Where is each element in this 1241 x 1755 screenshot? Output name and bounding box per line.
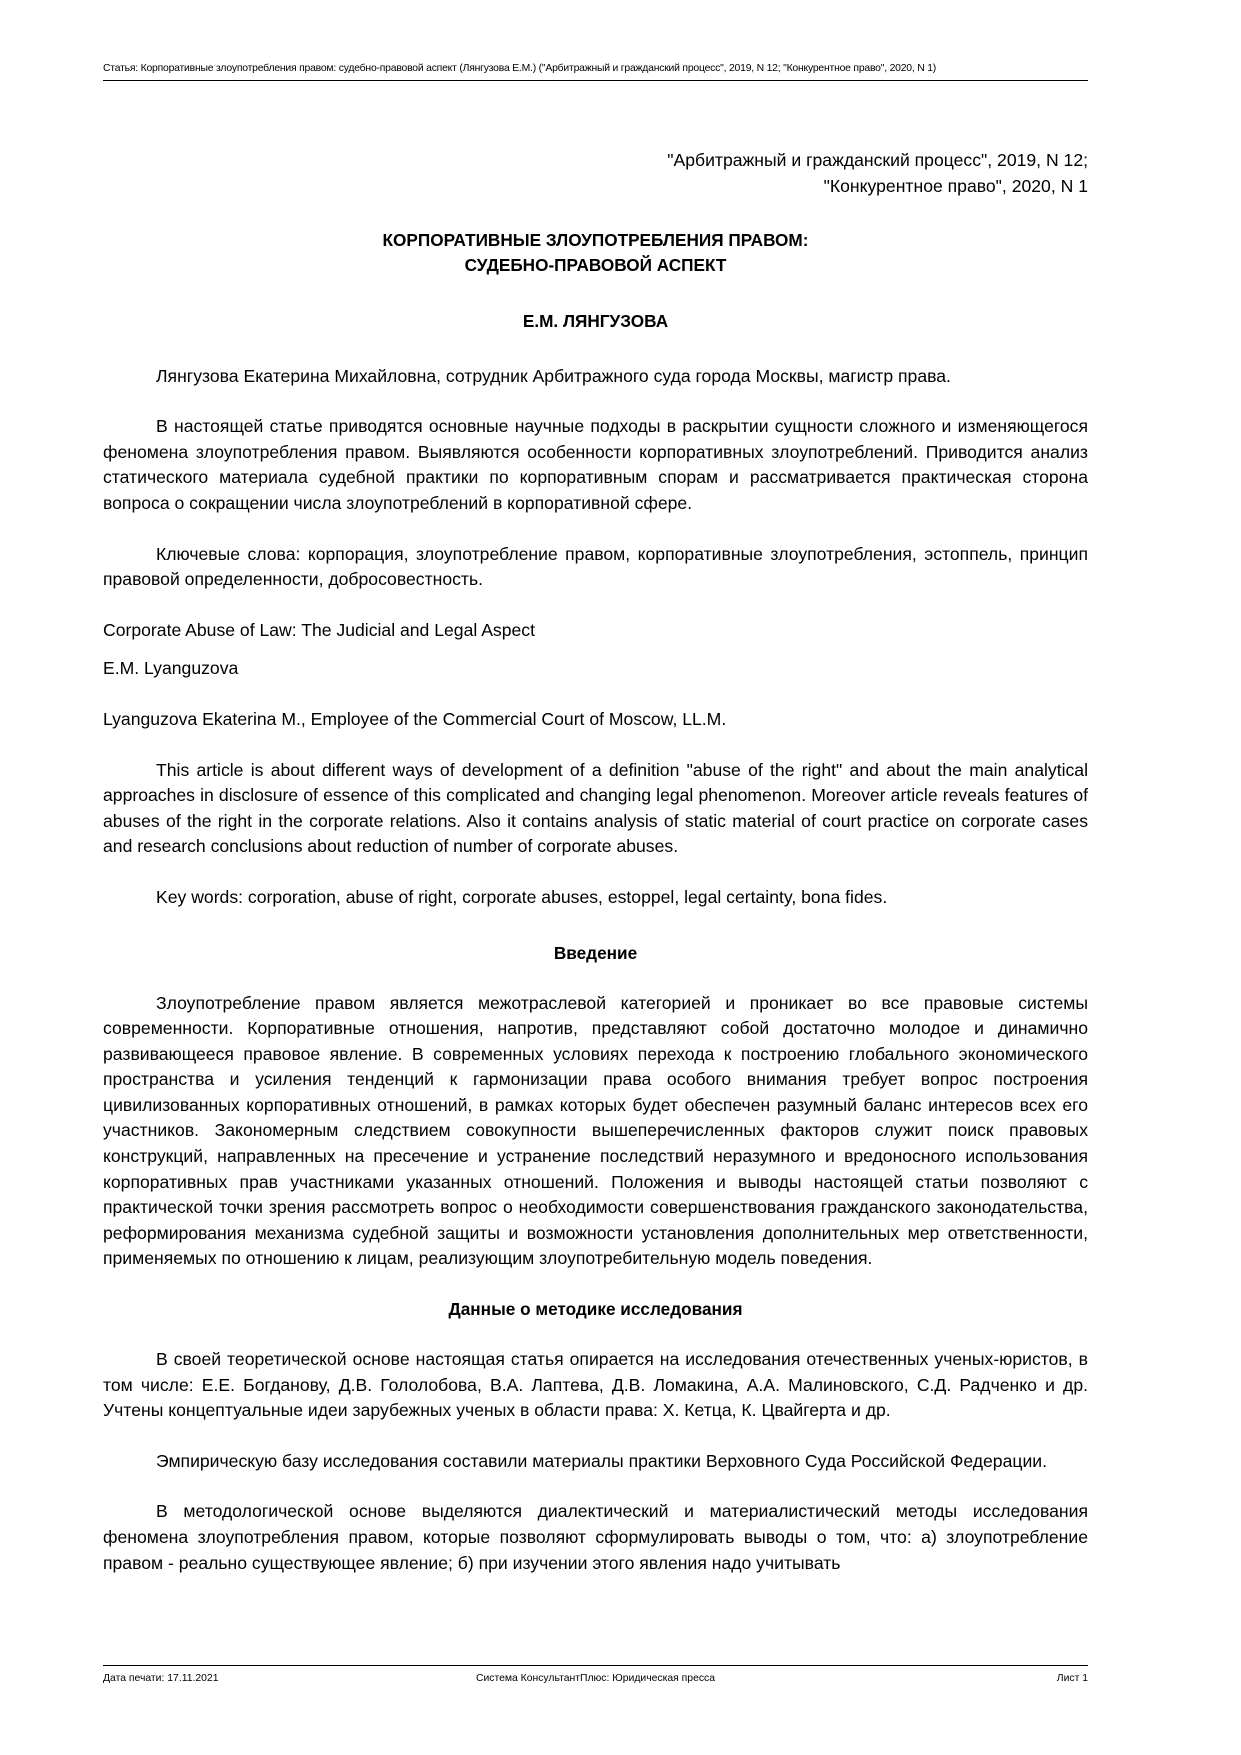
article-title-line-1: КОРПОРАТИВНЫЕ ЗЛОУПОТРЕБЛЕНИЯ ПРАВОМ:: [382, 229, 809, 250]
section-methodology-paragraph-3: В методологической основе выделяются диалектический и материалистический методы исследования феномена злоупотребления правом, которые позволяют сформулировать выводы о том, что: а) злоупотребление правом - реально существующее явление; б) при изучении этого явления надо учитывать: [103, 1501, 1088, 1573]
author-affiliation-en: Lyanguzova Ekaterina M., Employee of the Commercial Court of Moscow, LL.M.: [103, 708, 727, 729]
running-header: [103, 62, 1088, 81]
abstract-en: This article is about different ways of development of a definition "abuse of the right" and about the main analytical approaches in disclosure of essence of this complicated and changing legal phenomenon. Moreover article reveals features of abuses of the right in the corporate relations. Also it contains analysis of static material of court practice on corporate cases and research conclusions about reduction of number of corporate abuses.: [103, 759, 1088, 857]
journal-reference-line-2: "Конкурентное право", 2020, N 1: [823, 175, 1088, 196]
journal-reference: [103, 148, 1088, 200]
page-title: [103, 228, 1088, 279]
journal-reference-line-1: "Арбитражный и гражданский процесс", 2019, N 12;: [667, 150, 1088, 170]
document-body: [103, 148, 1088, 1576]
footer-print-date: Дата печати: 17.11.2021: [103, 1673, 219, 1684]
author-name-en: E.M. Lyanguzova: [103, 658, 239, 679]
keywords-ru: Ключевые слова: корпорация, злоупотребление правом, корпоративные злоупотребления, эстоппель, принцип правовой определенности, добросовестность.: [103, 543, 1088, 590]
abstract-ru: В настоящей статье приводятся основные научные подходы в раскрытии сущности сложного и изменяющегося феномена злоупотребления правом. Выявляются особенности корпоративных злоупотреблений. Приводится анализ статического материала судебной практики по корпоративным спорам и рассматривается практическая сторона вопроса о сокращении числа злоупотреблений в корпоративной сфере.: [103, 416, 1088, 513]
section-methodology-paragraph-2: Эмпирическую базу исследования составили материалы практики Верховного Суда Российской Федерации.: [156, 1450, 1047, 1471]
footer-system-name: Система КонсультантПлюс: Юридическая пресса: [475, 1673, 716, 1684]
section-heading-introduction: Введение: [553, 942, 638, 963]
footer-page-label: Лист 1: [1056, 1673, 1088, 1684]
article-title-en: Corporate Abuse of Law: The Judicial and Legal Aspect: [103, 619, 535, 640]
article-title-line-2: СУДЕБНО-ПРАВОВОЙ АСПЕКТ: [464, 255, 727, 276]
running-header-text: Статья: Корпоративные злоупотребления правом: судебно-правовой аспект (Лянгузова Е.М.) ("Арбитражный и гражданский процесс", 2019, N 12; "Конкурентное право", 2020, N 1): [103, 63, 937, 74]
keywords-en: Key words: corporation, abuse of right, corporate abuses, estoppel, legal certainty, bona fides.: [156, 886, 888, 907]
author-name-ru: Е.М. ЛЯНГУЗОВА: [522, 310, 669, 331]
section-introduction-paragraph: Злоупотребление правом является межотраслевой категорией и проникает во все правовые системы современности. Корпоративные отношения, напротив, представляют собой достаточно молодое и динамично развивающееся правовое явление. В современных условиях перехода к построению глобального экономического пространства и усиления тенденций к гармонизации права особого внимания требует вопрос построения цивилизованных корпоративных отношений, в рамках которых будет обеспечен разумный баланс интересов всех его участников. Закономерным следствием совокупности вышеперечисленных факторов служит поиск правовых конструкций, направленных на пресечение и устранение последствий неразумного и вредоносного использования корпоративных прав участниками указанных отношений. Положения и выводы настоящей статьи позволяют с практической точки зрения рассмотреть вопрос о необходимости совершенствования гражданского законодательства, реформирования механизма судебной защиты и возможности установления дополнительных мер ответственности, применяемых по отношению к лицам, реализующим злоупотребительную модель поведения.: [103, 992, 1088, 1269]
running-footer: [103, 1665, 1088, 1686]
author-affiliation-ru: Лянгузова Екатерина Михайловна, сотрудник Арбитражного суда города Москвы, магистр права.: [156, 365, 951, 386]
section-heading-methodology: Данные о методике исследования: [448, 1299, 743, 1320]
section-methodology-paragraph-1: В своей теоретической основе настоящая статья опирается на исследования отечественных ученых-юристов, в том числе: Е.Е. Богданову, Д.В. Гололобова, В.А. Лаптева, Д.В. Ломакина, А.А. Малиновского, С.Д. Радченко и др. Учтены концептуальные идеи зарубежных ученых в области права: Х. Кетца, К. Цвайгерта и др.: [103, 1349, 1088, 1421]
header-divider: [103, 80, 1088, 81]
